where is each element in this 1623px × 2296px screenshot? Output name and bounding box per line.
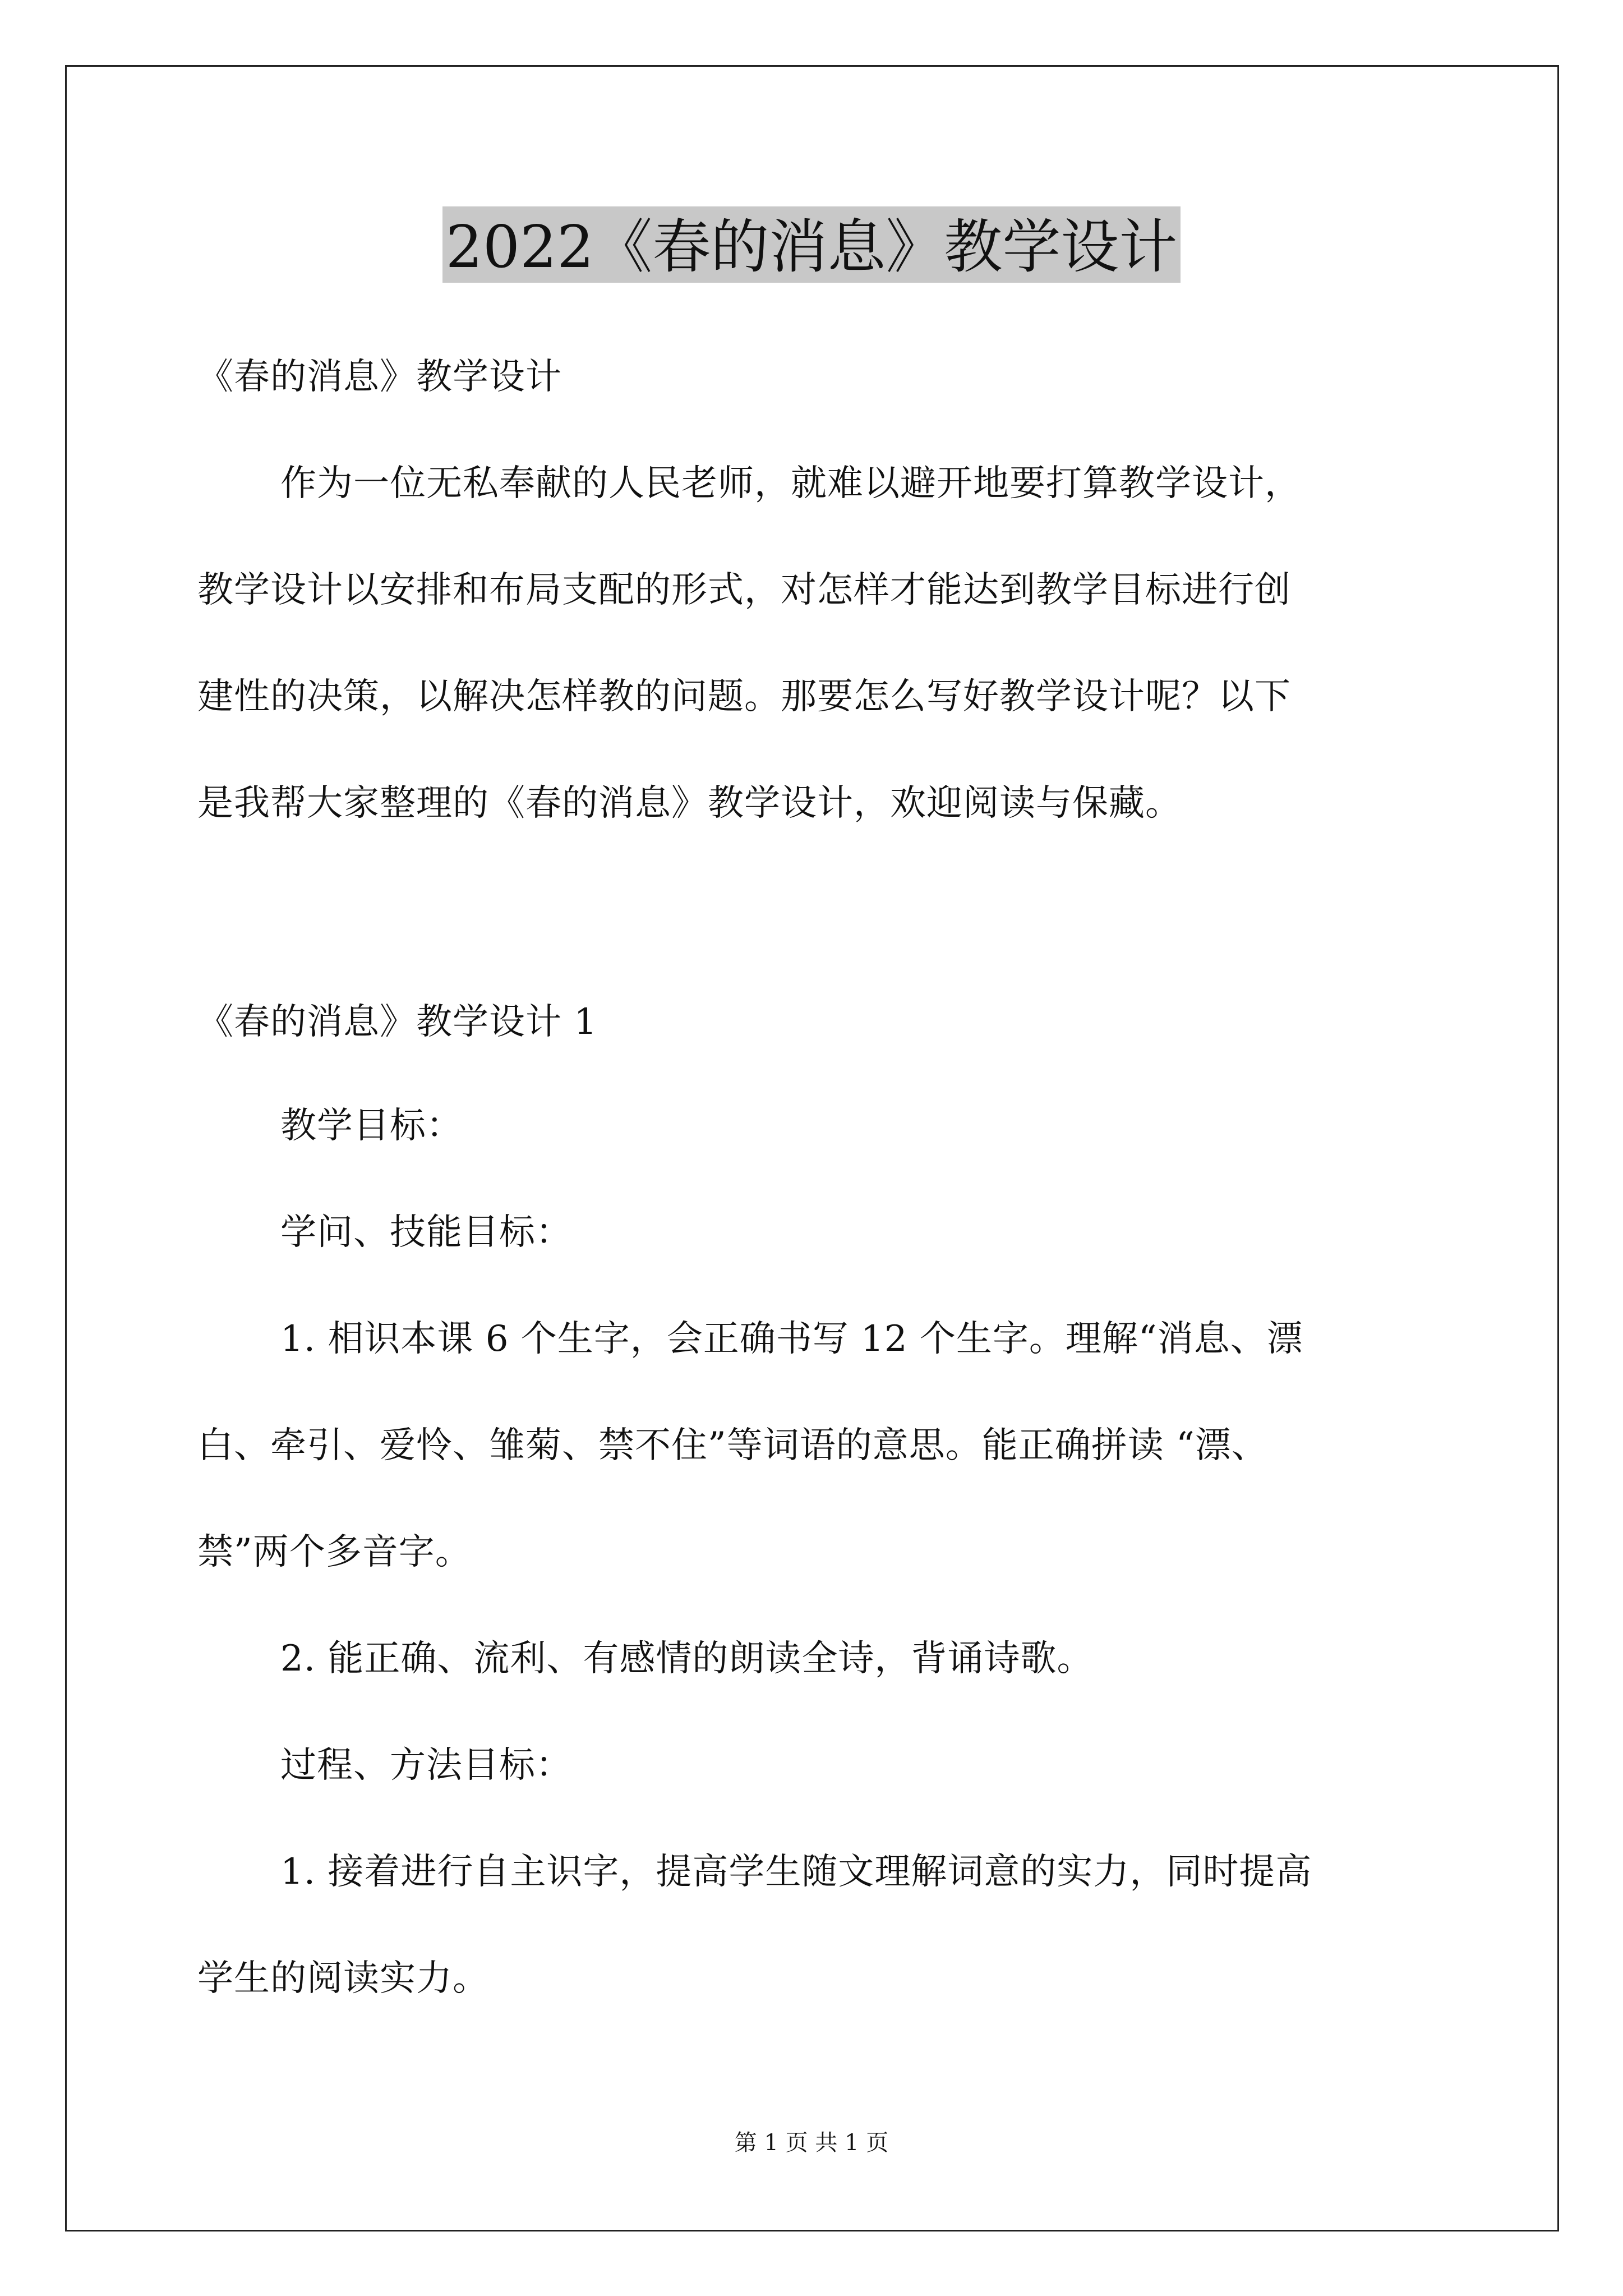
paragraph-line: 学问、技能目标： bbox=[280, 1212, 572, 1253]
paragraph-line: 教学设计以安排和布局支配的形式，对怎样才能达到教学目标进行创 bbox=[197, 569, 1291, 611]
document-title: 2022《春的消息》教学设计 bbox=[442, 206, 1181, 283]
paragraph-line: 禁”两个多音字。 bbox=[197, 1531, 472, 1573]
paragraph-line: 1. 相识本课 6 个生字，会正确书写 12 个生字。理解“消息、漂 bbox=[280, 1318, 1303, 1360]
paragraph-line: 白、牵引、爱怜、雏菊、禁不住”等词语的意思。能正确拼读 “漂、 bbox=[197, 1425, 1268, 1466]
document-title-wrapper bbox=[0, 206, 1623, 283]
paragraph-line: 教学目标： bbox=[280, 1105, 463, 1147]
paragraph-line: 建性的决策，以解决怎样教的问题。那要怎么写好教学设计呢？以下 bbox=[197, 676, 1291, 717]
paragraph-line: 作为一位无私奉献的人民老师，就难以避开地要打算教学设计， bbox=[280, 463, 1301, 504]
paragraph-line: 是我帮大家整理的《春的消息》教学设计，欢迎阅读与保藏。 bbox=[197, 783, 1182, 824]
subtitle-line: 《春的消息》教学设计 bbox=[197, 356, 562, 398]
page-footer: 第 1 页 共 1 页 bbox=[734, 2130, 889, 2156]
paragraph-line: 过程、方法目标： bbox=[280, 1745, 572, 1786]
paragraph-line: 学生的阅读实力。 bbox=[197, 1958, 489, 1999]
paragraph-line: 1. 接着进行自主识字，提高学生随文理解词意的实力，同时提高 bbox=[280, 1851, 1312, 1893]
paragraph-line: 2. 能正确、流利、有感情的朗读全诗，背诵诗歌。 bbox=[280, 1638, 1094, 1680]
section-heading: 《春的消息》教学设计 1 bbox=[197, 1001, 598, 1043]
